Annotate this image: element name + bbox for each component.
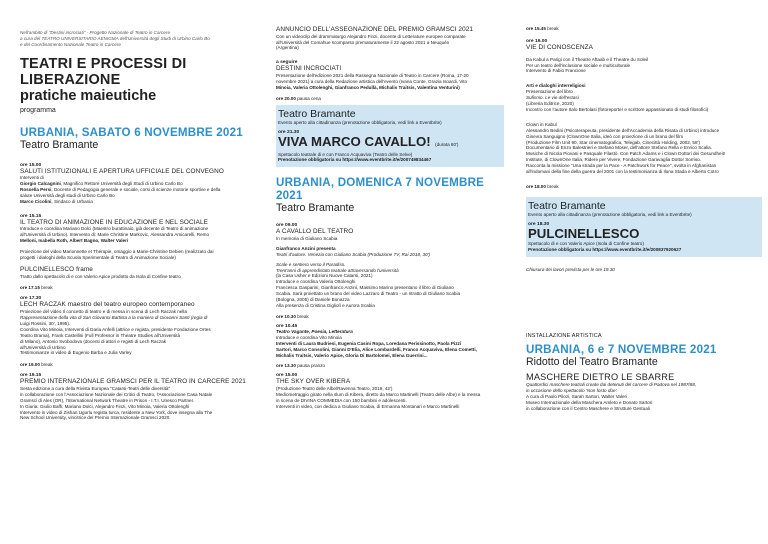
event-time: ore 21.30 — [278, 129, 300, 135]
break-marker: ore 15.45 break — [526, 26, 559, 31]
session-text: Documentario di Enzo Balestrieri e Stefano Moser, dell'attore Stefano Rella e Enrico Scalia. — [526, 145, 712, 151]
event-title: PULCINELLESCO — [528, 225, 640, 241]
session-text: (Produzione Teatro delle Albe/Ravenna Teatro, 2019, 42') — [276, 386, 393, 392]
session-time: ore 16.00 — [526, 39, 548, 44]
session-text: Gramsci di Ales (OR), l'International Network Theatre in Prison - I.T.I. Unesco Partner. — [20, 397, 195, 403]
sunday-date: URBANIA, DOMENICA 7 NOVEMBRE 2021 — [276, 176, 485, 203]
session-text: Introduce e coordina Vito Minoia — [276, 334, 342, 340]
session-text: Intervento di Fabio Francione — [526, 68, 586, 74]
intro-line: a cura del TEATRO UNIVERSITARIO AENIGMA dell'Università degli Studi di Urbino Carlo Bo — [20, 35, 210, 41]
event-venue: Teatro Bramante — [528, 200, 606, 212]
session-title: VIE DI CONOSCENZA — [526, 44, 594, 51]
column-saturday — [20, 30, 256, 421]
session-text: in collaborazione con l'Associazione Nazionale dei Critici di Teatro, l'Associazione Casa Natale — [20, 391, 213, 397]
session-text: Scabia. Sarà proiettato un brano del video Lazzaro di Teatro - un ritratto di Giuliano Scabia — [276, 291, 461, 297]
session-text: in scena de DIVINA COMMEDIA con 150 bambini e adolescenti. — [276, 397, 407, 403]
session-text: Proiezione del video Il concetto di teatro e di messa in scena di Lech Raczak nella — [20, 309, 188, 315]
session-text: Presentazione dell'edizione 2021 della Rassegna Nazionale di Teatro in Carcere (Roma, 17-20 — [276, 72, 469, 78]
session-text: Da Kabul a Parigi con il Theatre Aftaab e il Theatre du Soleil — [526, 56, 649, 62]
session-text: Teatro Vagante, Poesia, Letteratura — [276, 328, 353, 334]
seguire-label: a seguire — [276, 60, 298, 66]
session-text: progetti i dialoghi della Scuola Sperimentale di Teatro di Animazione Sociale) — [20, 255, 176, 261]
session-text: Gianfranco Anzini presenta — [276, 245, 336, 251]
break-marker: ore 13.30 pausa pranzo — [276, 363, 326, 369]
session-title: IL TEATRO DI ANIMAZIONE IN EDUCAZIONE E NEL SOCIALE — [20, 218, 208, 226]
column-sunday-afternoon — [526, 26, 762, 412]
session-text: novembre 2021) a cura della Redazione artistica dell'evento (Ivana Conte, Grazia Isoardi, Vito — [276, 78, 468, 84]
session-title: ANNUNCIO DELL'ASSEGNAZIONE DEL PREMIO GRAMSCI 2021 — [276, 26, 474, 33]
event-time: ore 18.30 — [528, 221, 550, 227]
session-title: THE SKY OVER KIBERA — [276, 378, 351, 386]
session-text: Giorgio Calcagnini, Magnifico Rettore Università degli Studi di Urbino Carlo Bo — [20, 181, 183, 187]
session-title: DESTINI INCROCIATI — [276, 65, 342, 73]
event-note: Evento aperto alla cittadinanza (prenotazione obbligatoria, vedi link a Eventbrite) — [278, 119, 442, 125]
intro-line: e del Coordinamento Nazionale Teatro in Carcere — [20, 41, 121, 47]
installation-label: INSTALLAZIONE ARTISTICA — [526, 332, 602, 339]
session-title: A CAVALLO DEL TEATRO — [276, 228, 354, 236]
session-text: Arti e dialoghi interreligiosi — [526, 83, 586, 89]
installation-text: in occasione dello spettacolo 'Non fosto dùe'. — [526, 388, 618, 394]
installation-text: A cura di Paolo Pilozi, Sarah Sartori, Walter Valeri — [526, 394, 628, 400]
programma-label: programma — [20, 106, 56, 114]
session-time: ore 15.00 — [20, 162, 42, 168]
session-title: PULCINELLESCO frame — [20, 265, 93, 273]
session-text: Mediometraggio girato nella slum di Kibera, diretto da Marco Martinelli (Teatro delle Albe) e la messa — [276, 391, 481, 397]
session-text: Interventi in video, con dedica a Giuliano Scabia, di Ermanna Montanari e Marco Martinelli — [276, 403, 460, 409]
session-text: all'Università di Urbino). Intervento di: Marie Christine Markovic, Alessandra Amicarelli, Remo — [20, 232, 210, 238]
session-text: Francesca Gasparini, Gianfranco Anzini, Massimo Marino presentano il libro di Giuliano — [276, 285, 454, 291]
event-text: Spettacolo di e con Valerio Apice (Isola di Confine teatro) — [528, 240, 644, 246]
session-text: all'Università di Urbino — [20, 344, 66, 350]
session-text: Coordina Vito Minoia, Interventi di Daria Anfelli (attrice e regista, presidente Fondazione Ortes — [20, 326, 211, 332]
session-text: all'Università del Comahue scomparso prematuramente il 22 agosto 2021 a Neuquén — [276, 39, 450, 45]
session-time: ore 09.00 — [276, 223, 298, 229]
session-text: Interventi di Laura Budriesi, Eugenia Casini Ropa, Loredana Perissinotto, Paola Pizzi — [276, 340, 462, 346]
session-text: Alla presenza di Cristina Gigliolì e Aurora Scabia — [276, 303, 375, 308]
session-text: Trent'anni di apprendistato teatrale attraversando l'università — [276, 267, 399, 273]
session-text: Per un teatro dell'inclusione sociale e multiculturale — [526, 62, 631, 68]
event-title: VIVA MARCO CAVALLO! — [278, 133, 431, 149]
session-text: Rappresentazione della vita di San Giovanni Battista a la maniera di Giovanni Santi (regia di — [20, 314, 208, 320]
session-text: Marco Cicolini, Sindaco di Urbania — [20, 198, 93, 204]
session-text: Presentazione del libro — [526, 89, 573, 95]
session-text: Interventi di — [20, 175, 44, 181]
session-time: ore 15.00 — [276, 373, 298, 379]
session-text: In memoria di Giuliano Scabia — [276, 235, 338, 241]
session-text: Alessandro Bedini (Psicoterapeuta, presidente dell'Accademia della Risata di Urbino) introduce — [526, 127, 720, 133]
column-sunday — [276, 26, 504, 410]
installation-text: Museo Internazionale della Maschera Amleto e Donato Sartori — [526, 399, 653, 405]
session-time: ore 15.15 — [20, 213, 42, 219]
session-text: Institute, di ClownOne Italia, Ridere per Vivere, Fondazione Garavaglia Dottor Sorriso. — [526, 157, 702, 163]
installation-text: in collaborazione con il Centro Maschere e Strutture Gestuali — [526, 405, 650, 411]
installation-title: MASCHERE DIETRO LE SBARRE — [526, 372, 675, 383]
session-text: Incontro con l'autore Italo Bertolasi (fotoreporter e scrittore appassionato di studi filosofici) — [526, 106, 709, 112]
session-text: Introduce e coordina Valeria Ottolenghi — [276, 279, 356, 285]
session-text: Teatri d'autore. Venezia con Giuliano Scabia (Produzione TV, Rai 2018, 30') — [276, 251, 431, 257]
session-text: Ginevra Sanguigno (ClownOne Italia, ideò con proiezione di un brano del film — [526, 133, 684, 139]
session-text: Sartori, Marco Consolini, Gianni D'Elia, Alice Lombardelli, Franco Acquaviva, Elena Cometti, — [276, 346, 477, 352]
installation-text: Quattordici maschere teatrali create dai detenuti del carcere di Padova nel 1987/88, — [526, 382, 697, 388]
session-time: ore 10.45 — [276, 323, 298, 329]
break-marker: ore 20.00 pausa cena — [276, 95, 321, 101]
installation-venue: Ridotto del Teatro Bramante — [526, 356, 658, 369]
break-marker: ore 19.00 break — [20, 362, 53, 368]
page-subtitle: pratiche maieutiche — [20, 87, 157, 104]
event-note: Evento aperto alla cittadinanza (prenotazione obbligatoria, vedi link a Eventbrite) — [528, 212, 692, 217]
session-text: Tratto dallo spettacolo di e con Valerio Apice prodotto da Isola di Confine teatro — [20, 273, 181, 279]
session-text: In Giuria: Giulio Baffi, Mariano Dolci, Alejandro Finzi, Vito Minoia, Valeria Ottolenghi — [20, 403, 190, 409]
session-title: PREMIO INTERNAZIONALE GRAMSCI PER IL TEATRO IN CARCERE 2021 — [20, 378, 246, 386]
session-text: Luigi Rossini, 30', 1995). — [20, 320, 71, 326]
session-text: all'indomani della fine della guerra del 2001 con la testimonianza di Ilona Stada e Alberto Cotro — [526, 169, 719, 175]
session-text: (Produzione Film Unit 90, Star cinematografica, Telegab, Cinecittà Holding, 2002, 58') — [526, 139, 700, 145]
saturday-date: URBANIA, SABATO 6 NOVEMBRE 2021 — [20, 125, 243, 139]
event-duration: (durata 60') — [435, 141, 459, 147]
break-marker: ore 17.15 break — [20, 285, 53, 291]
session-title: LECH RACZAK maestro del teatro europeo contemporaneo — [20, 301, 195, 309]
session-text: Scale e sentiero verso il Paradiso. — [276, 261, 346, 267]
event-title-row — [278, 135, 504, 152]
session-time: ore 17.30 — [20, 296, 42, 302]
session-text: Testimonianze in video di Eugenio Barba e Julia Varley — [20, 350, 132, 356]
event-booking-link[interactable]: Prenotazione obbligatoria su https://www.eventbrite.it/e/200837920627 — [528, 246, 682, 252]
event-box — [276, 105, 504, 168]
session-text: Clown in Kabul — [526, 121, 557, 127]
session-text: Intervento in video di Zishan Ugurlu regista turca, residente a New York, dove insegna alla The — [20, 409, 213, 415]
session-text: Michalis Traitsis, Valerio Apice, Gloria Di Bartolomei, Elena Guerrini... — [276, 352, 428, 358]
session-time: ore 19.15 — [20, 373, 42, 379]
session-text: Rossella Persi, Docente di Pedagogia generale e sociale, corsi di scienze motorie sportive e della — [20, 187, 221, 193]
event-booking-link[interactable]: Prenotazione obbligatoria su https://www.eventbrite.it/e/200749834467 — [278, 157, 432, 163]
session-text: Con un videoclip del drammaturgo Alejandro Finzi, docente di Letterature europee comparate — [276, 33, 466, 39]
session-text: (la Casa Usher e Edizioni Nuove Catarsi, 2021) — [276, 273, 373, 279]
saturday-venue: Teatro Bramante — [20, 138, 99, 151]
session-text: Musiche di Nicola Piovani e Pasquale Filastò. Con Patch Adams e i Clown Dottori dei Gesundheit! — [526, 151, 726, 157]
session-text: Proiezione del video Marionnette et Thérapie, omaggio a Marie-Christine Debien (realizzato dai — [20, 249, 214, 255]
session-text: Sufismo. Le vie dell'estasi — [526, 95, 579, 101]
closing-note: Chiusura dei lavori prevista per le ore 19.30 — [526, 266, 615, 272]
session-text: Introduce e coordina Mariano Dolci (Maestro burattinaio, già docente di Teatro di animazione — [20, 226, 209, 232]
session-text: New School University, vincitrice del Premio Internazionale Gramsci 2020. — [20, 415, 171, 421]
session-text: Sesta edizione a cura della Rivista Europea "Catarsi-Teatri delle diversità" — [20, 385, 171, 391]
event-venue: Teatro Bramante — [278, 107, 356, 120]
event-text: Spettacolo teatrale di e con Franco Acquaviva (Teatro delle Selve) — [278, 151, 413, 157]
session-text: (Argentina) — [276, 45, 299, 51]
page-title: TEATRI E PROCESSI DI LIBERAZIONE — [20, 55, 187, 88]
break-marker: ore 10.30 break — [276, 313, 309, 319]
session-text: Melloni, Isabella Roth, Albert Bagno, Walter Valeri — [20, 238, 129, 244]
intro-line: Nell'ambito di "Destini incrociati" - Progetto Nazionale di Teatro in Carcere — [20, 30, 171, 35]
session-text: di Milano), Antonio Svobodova (docenti di attori e registi di Lech Raczak — [20, 338, 167, 344]
session-text: (Libreria Editrice, 2020) — [526, 101, 574, 107]
installation-date: URBANIA, 6 e 7 NOVEMBRE 2021 — [526, 343, 717, 357]
break-marker: ore 18.00 break — [526, 184, 559, 189]
event-box — [526, 197, 762, 257]
session-text: Teatro Brama), Frank Castellini (Full Professor in Theatre Studies all'Università — [20, 332, 181, 338]
session-text: (Bologna, 2005) di Daniele Bonazza — [276, 297, 350, 303]
session-text: Racconta la missione "Una strada per la Pace - A Patchwork for Peace", svolta in Afghanistan — [526, 163, 717, 169]
session-text: salute Università degli studi di Urbino Carlo Bo — [20, 193, 115, 199]
session-text: Minoia, Valeria Ottolenghi, Gianfranco Pedullà, Michalis Traitsis, Valentina Venturini) — [276, 84, 460, 90]
sunday-venue: Teatro Bramante — [276, 202, 355, 215]
session-title: SALUTI ISTITUZIONALI E APERTURA UFFICIALE DEL CONVEGNO — [20, 167, 224, 175]
